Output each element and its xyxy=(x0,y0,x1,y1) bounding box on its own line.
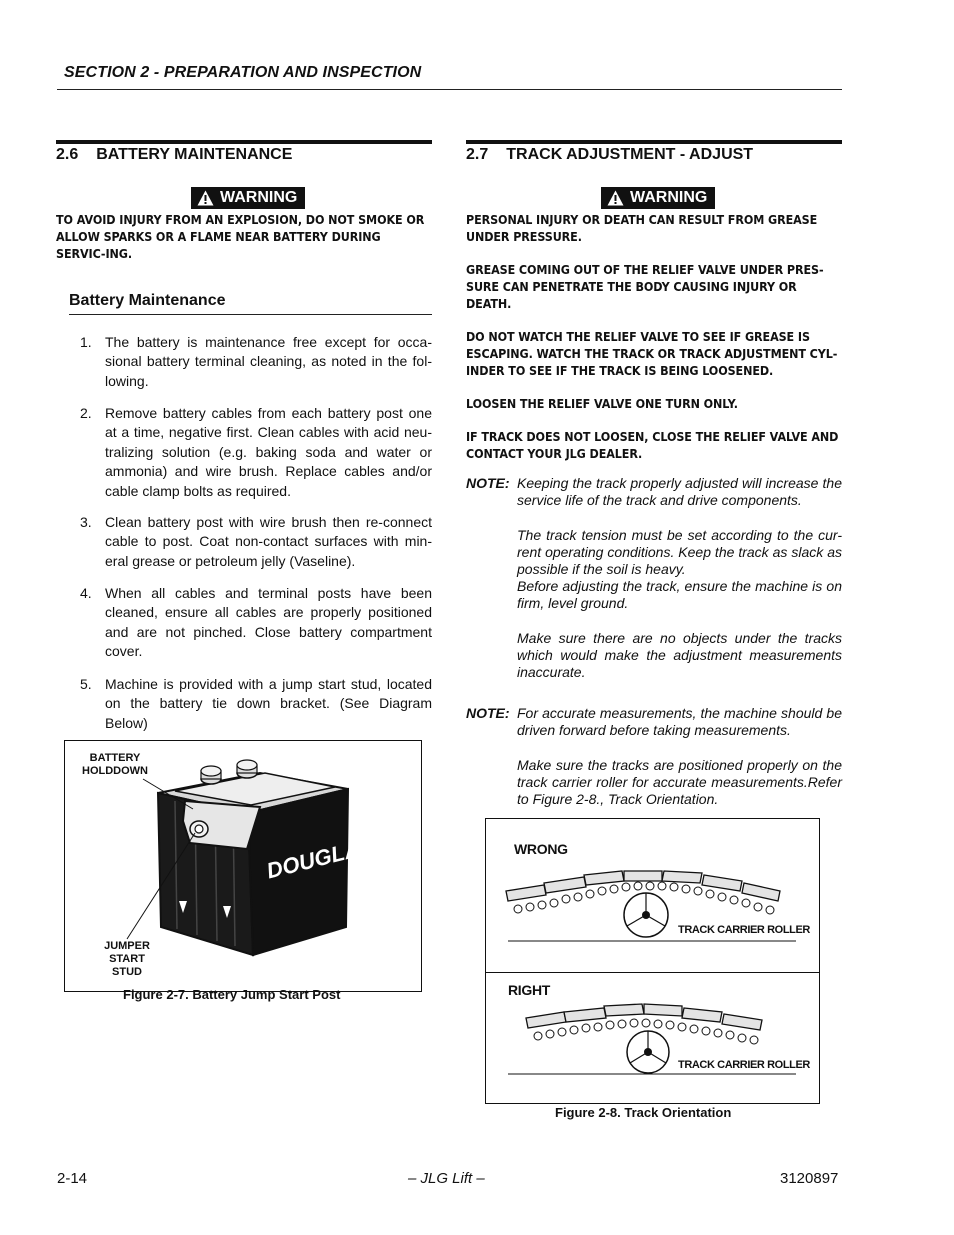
list-text: When all cables and terminal posts have been cleaned, ensure all cables are properly positioned and are not pinched. Close battery compartment cover. xyxy=(105,585,432,660)
label-line: BATTERY xyxy=(89,752,141,764)
battery-warning-text: TO AVOID INJURY FROM AN EXPLOSION, DO NOT SMOKE OR ALLOW SPARKS OR A FLAME NEAR BATTERY DURING SERVIC-ING. xyxy=(56,213,425,261)
note-paragraph: Make sure the tracks are positioned properly on the track carrier roller for accurate measurements.Refer to Figure 2-8., Track Orientation. xyxy=(517,757,842,807)
list-text: Remove battery cables from each battery post one at a time, negative first. Clean cables with acid neu-tralizing solution (e.g. baking soda and water or ammonia) and wire brush. Replace cables and/or cable clamp bolts as required. xyxy=(105,405,432,499)
note-paragraph: For accurate measurements, the machine should be driven forward before taking measurements. xyxy=(517,705,842,738)
label-line: JUMPER xyxy=(104,940,150,952)
note-body xyxy=(517,705,842,808)
note-2 xyxy=(466,705,842,826)
section-header: SECTION 2 - PREPARATION AND INSPECTION xyxy=(64,64,422,81)
note-body xyxy=(517,475,842,681)
roller-label-bottom: TRACK CARRIER ROLLER xyxy=(678,1059,810,1071)
list-number: 3. xyxy=(80,514,92,530)
label-line: STUD xyxy=(112,966,142,978)
label-line: START xyxy=(109,953,145,965)
warning-label: WARNING xyxy=(630,189,708,206)
list-number: 5. xyxy=(80,676,92,692)
section-2-6-heading xyxy=(56,146,292,164)
note-1 xyxy=(466,475,842,699)
battery-holddown-label xyxy=(80,752,150,778)
track-warning-text xyxy=(466,212,843,479)
note-paragraph: Before adjusting the track, ensure the machine is on firm, level ground. xyxy=(517,578,842,611)
list-number: 2. xyxy=(80,405,92,421)
warning-paragraph: IF TRACK DOES NOT LOOSEN, CLOSE THE RELIEF VALVE AND CONTACT YOUR JLG DEALER. xyxy=(466,430,839,461)
warning-paragraph: PERSONAL INJURY OR DEATH CAN RESULT FROM GREASE UNDER PRESSURE. xyxy=(466,213,818,244)
list-number: 4. xyxy=(80,585,92,601)
battery-figure xyxy=(64,740,422,992)
footer-center: – JLG Lift – xyxy=(408,1170,485,1187)
section-number: 2.6 xyxy=(56,146,79,163)
note-paragraph: The track tension must be set according to the cur-rent operating conditions. Keep the track as slack as possible if the soil is heavy. xyxy=(517,527,842,577)
note-label: NOTE: xyxy=(466,705,510,721)
label-line: HOLDDOWN xyxy=(82,765,148,777)
list-number: 1. xyxy=(80,334,92,350)
battery-subheading: Battery Maintenance xyxy=(69,292,226,309)
battery-brand-text: DOUGLAS xyxy=(264,832,377,884)
section-rule-left xyxy=(56,140,432,144)
list-text: Clean battery post with wire brush then re-connect cable to post. Coat non-contact surfaces with min-eral grease or petroleum jelly (Vaseline). xyxy=(105,514,432,569)
warning-paragraph: LOOSEN THE RELIEF VALVE ONE TURN ONLY. xyxy=(466,397,738,411)
warning-paragraph: DO NOT WATCH THE RELIEF VALVE TO SEE IF GREASE IS ESCAPING. WATCH THE TRACK OR TRACK ADJUSTMENT CYL-INDER TO SEE IF THE TRACK IS BEING LOOSENED. xyxy=(466,330,838,378)
section-title: BATTERY MAINTENANCE xyxy=(96,146,293,163)
track-wrong-illustration xyxy=(486,819,819,972)
warning-triangle-icon xyxy=(197,190,214,206)
figure-2-8-caption: Figure 2-8. Track Orientation xyxy=(555,1105,732,1120)
section-2-7-heading xyxy=(466,146,753,164)
note-label: NOTE: xyxy=(466,475,510,491)
list-item xyxy=(80,675,432,733)
subheading-rule xyxy=(69,314,432,315)
track-right-illustration xyxy=(486,972,819,1103)
right-label: RIGHT xyxy=(508,982,551,998)
wrong-label: WRONG xyxy=(514,841,568,857)
warning-triangle-icon xyxy=(607,190,624,206)
list-item xyxy=(80,404,432,501)
figure-2-7-caption: Figure 2-7. Battery Jump Start Post xyxy=(123,987,341,1002)
doc-number: 3120897 xyxy=(780,1170,839,1187)
jumper-stud-label xyxy=(97,940,157,979)
warning-label: WARNING xyxy=(220,189,298,206)
roller-label-top: TRACK CARRIER ROLLER xyxy=(678,924,810,936)
note-paragraph: Make sure there are no objects under the tracks which would make the adjustment measurements inaccurate. xyxy=(517,630,842,680)
warning-badge-battery xyxy=(191,187,305,209)
list-item xyxy=(80,333,432,391)
header-rule xyxy=(57,89,842,90)
list-text: The battery is maintenance free except for occa-sional battery terminal cleaning, as noted in the fol-lowing. xyxy=(105,334,432,389)
track-figure xyxy=(485,818,820,1104)
section-rule-right xyxy=(466,140,842,144)
warning-paragraph: GREASE COMING OUT OF THE RELIEF VALVE UNDER PRES-SURE CAN PENETRATE THE BODY CAUSING INJURY OR DEATH. xyxy=(466,263,824,311)
list-text: Machine is provided with a jump start stud, located on the battery tie down bracket. (See Diagram Below) xyxy=(105,676,432,731)
note-paragraph: Keeping the track properly adjusted will increase the service life of the track and drive components. xyxy=(517,475,842,508)
page-number: 2-14 xyxy=(57,1170,88,1187)
section-number: 2.7 xyxy=(466,146,489,163)
list-item xyxy=(80,513,432,571)
warning-badge-track xyxy=(601,187,715,209)
section-title: TRACK ADJUSTMENT - ADJUST xyxy=(506,146,754,163)
list-item xyxy=(80,584,432,662)
